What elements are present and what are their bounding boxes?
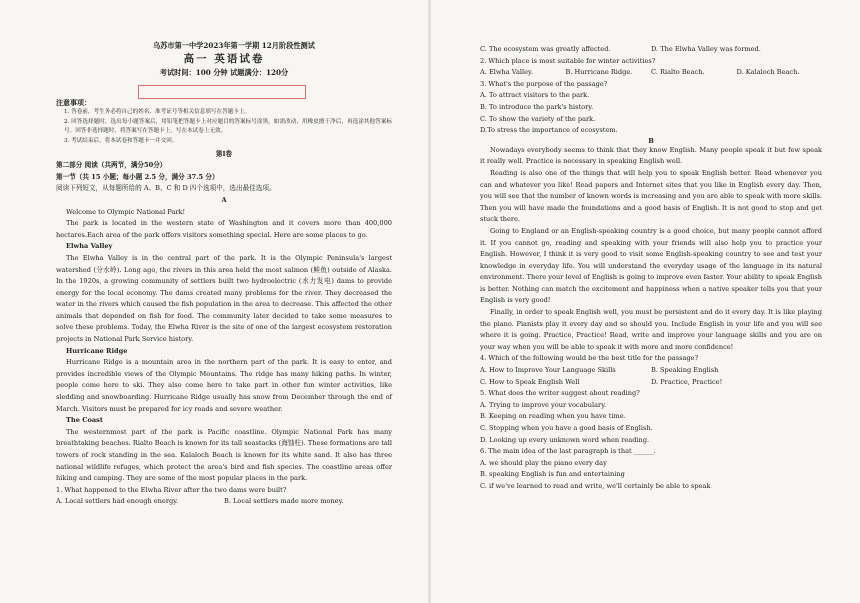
option-a: A. we should play the piano every day <box>480 458 607 467</box>
option-c: C. How to Speak English Well <box>480 377 580 386</box>
option-d: D. Practice, Practice! <box>651 377 723 386</box>
question-5: 5. What does the writer suggest about reading? <box>480 389 640 398</box>
option-b: B. Local settlers made more money. <box>224 497 344 506</box>
b-paragraph-4: Finally, in order to speak English well, you must be persistent and do it every day. It is like playing the piano. Pianists play it every day and so should you. Include English in your life and you will see where it is going. Practice, Practice! Read, write and improve your language skills and you are on your way when you will be able to speak it with more and more confidence! <box>480 308 822 351</box>
option-a: A. Elwha Valley. <box>480 68 533 77</box>
note-item: 2. 回答选择题时，选出每小题答案后，用铅笔把答题卡上对应题目的答案标号涂黑，如需改动，用橡皮擦干净后，再选涂其他答案标号。回答非选择题时，将答案写在答题卡上，写在本试卷上无效。 <box>64 118 392 135</box>
note-item: 1. 答卷前，考生务必将自己的姓名、准考证号等相关信息填写在答题卡上。 <box>64 109 251 116</box>
b-paragraph-3: Going to England or an English-speaking country is a good choice, but many people cannot afford it. If you cannot go, reading and speaking with your friends will also help you to practice your English. However, I think it is very good to visit some English-speaking country to see and test your knowledge in everyday life. You will understand the everyday usage of the language in its natural environment. There your level of English is going to improve even faster. Your ability to speak English is better. Nothing can match the excitement and happiness when a native speaker tells you that your English is very good! <box>480 226 823 305</box>
option-c: C. The ecosystem was greatly affected. <box>480 45 611 53</box>
option-b: B. To introduce the park's history. <box>480 102 594 111</box>
volume-heading: 第Ⅰ卷 <box>215 149 233 158</box>
option-d: D. The Elwha Valley was formed. <box>651 45 761 53</box>
school-header: 乌苏市第一中学2023年第一学期 12月阶段性测试 <box>153 41 315 50</box>
question-2: 2. Which place is most suitable for winter activities? <box>480 56 656 65</box>
passage-a-mark: A <box>221 195 227 204</box>
option-d: D. Kalaloch Beach. <box>736 68 800 77</box>
option-b: B. Hurricane Ridge. <box>565 68 633 77</box>
coast-paragraph: The westernmost part of the park is Pacific coastline. Olympic National Park has many breathtaking beaches. Rialto Beach is known for its tall seastacks (海蚀柱). These formations are tall towers of rock standing in the sea. Kalaloch Beach is known for its white sand. It also has three national wildlife refuges, which protect the area's bird and fish species. The coastline areas offer hiking and camping. They are some of the most popular places in the park. <box>56 427 392 483</box>
option-c: C. To show the variety of the park. <box>480 114 596 123</box>
option-c: C. Rialto Beach. <box>651 68 705 77</box>
b-paragraph-2: Reading is also one of the things that will help you to speak English better. Read whenever you can and whatever you like! Read papers and Internet sites that you like in English every day. Then, you will see that the number of known words is increasing and you are able to speak with more skills. Then you will have made the foundations and a good basis of English. It is not good to stop and get stuck there. <box>480 168 822 224</box>
elwha-paragraph: The Elwha Valley is in the central part of the park. It is the Olympic Peninsula's largest watershed (分水岭). Long ago, the rivers in this area held the most salmon (鲑鱼) outside of Alaska. In the 1920s, a growing community of settlers built two hydroelectric (水力发电) dams to provide energy for the local economy. The dams created many problems for the river. They decreased the water in the rivers which caused the fish population in the area to decrease. This affected the other animals that depended on fish for food. The community later decided to take some measures to solve these problems. Today, the Elwha River is the site of one of the largest ecosystem restoration projects in National Park Service history. <box>56 253 392 344</box>
question-4-options <box>480 365 822 388</box>
question-2-options <box>480 67 822 79</box>
subheading-elwha: Elwha Valley <box>66 242 113 251</box>
exam-meta: 考试时间：100 分钟 试题满分：120分 <box>159 67 289 77</box>
subheading-hurricane: Hurricane Ridge <box>66 346 128 355</box>
option-d: D.To stress the importance of ecosystem. <box>480 126 618 135</box>
hurricane-paragraph: Hurricane Ridge is a mountain area in the northern part of the park. It is easy to enter, and provides incredible views of the Olympic Mountains. The ridge has many hiking paths. In winter, people come here to ski. They also come here to take part in other fun winter activities, like sledding and snowboarding. Hurricane Ridge usually has snow from December through the end of March. Visitors must be prepared for icy roads and severe weather. <box>56 358 392 413</box>
b-paragraph-1: Nowadays everybody seems to think that they know English. Many people speak it but few speak it really well. Practice is necessary in speaking English well. <box>480 145 822 166</box>
option-a: A. How to Improve Your Language Skills <box>480 366 616 375</box>
option-a: A. To attract visitors to the park. <box>480 91 590 100</box>
option-c: C. if we've learned to read and write, we'll certainly be able to speak <box>480 481 711 490</box>
subheading-coast: The Coast <box>66 416 103 425</box>
option-c: C. Stopping when you have a good basis of English. <box>480 424 653 432</box>
section-heading: 第一节（共 15 小题；每小题 2.5 分，满分 37.5 分） <box>56 172 219 181</box>
option-a: A. Trying to improve your vocabulary. <box>480 400 607 409</box>
notes-heading: 注意事项： <box>56 97 91 107</box>
right-page <box>430 0 860 603</box>
redacted-box <box>138 85 306 99</box>
question-1: 1. What happened to the Elwha River after the two dams were built? <box>56 485 287 494</box>
question-3: 3. What's the purpose of the passage? <box>480 79 608 88</box>
welcome-line: Welcome to Olympic National Park! <box>66 207 186 216</box>
question-1-options <box>56 496 392 508</box>
intro-paragraph: The park is located in the western state of Washington and it covers more than 400,000 hectares.Each area of the park offers visitors something special. Here are some places to go. <box>56 219 392 239</box>
option-b: B. Speaking English <box>651 366 719 375</box>
note-item: 3. 考试结束后，将本试卷和答题卡一并交回。 <box>64 137 178 144</box>
option-b: B. Keeping on reading when you have time. <box>480 412 626 421</box>
question-6: 6. The main idea of the last paragraph is that ______. <box>480 447 656 456</box>
part-heading: 第二部分 阅读（共两节，满分50分） <box>56 161 167 170</box>
exam-title: 高一 英语试卷 <box>183 52 265 65</box>
question-1-options-cont <box>480 44 822 56</box>
question-4: 4. Which of the following would be the best title for the passage? <box>480 354 699 363</box>
option-b: B. speaking English is fun and entertaining <box>480 470 625 479</box>
option-d: D. Looking up every unknown word when reading. <box>480 435 650 444</box>
passage-b-mark: B <box>648 136 654 145</box>
option-a: A. Local settlers had enough energy. <box>56 497 179 506</box>
instruction: 阅读下列短文，从每题所给的 A、B、C 和 D 四个选项中，选出最佳选项。 <box>56 184 276 193</box>
